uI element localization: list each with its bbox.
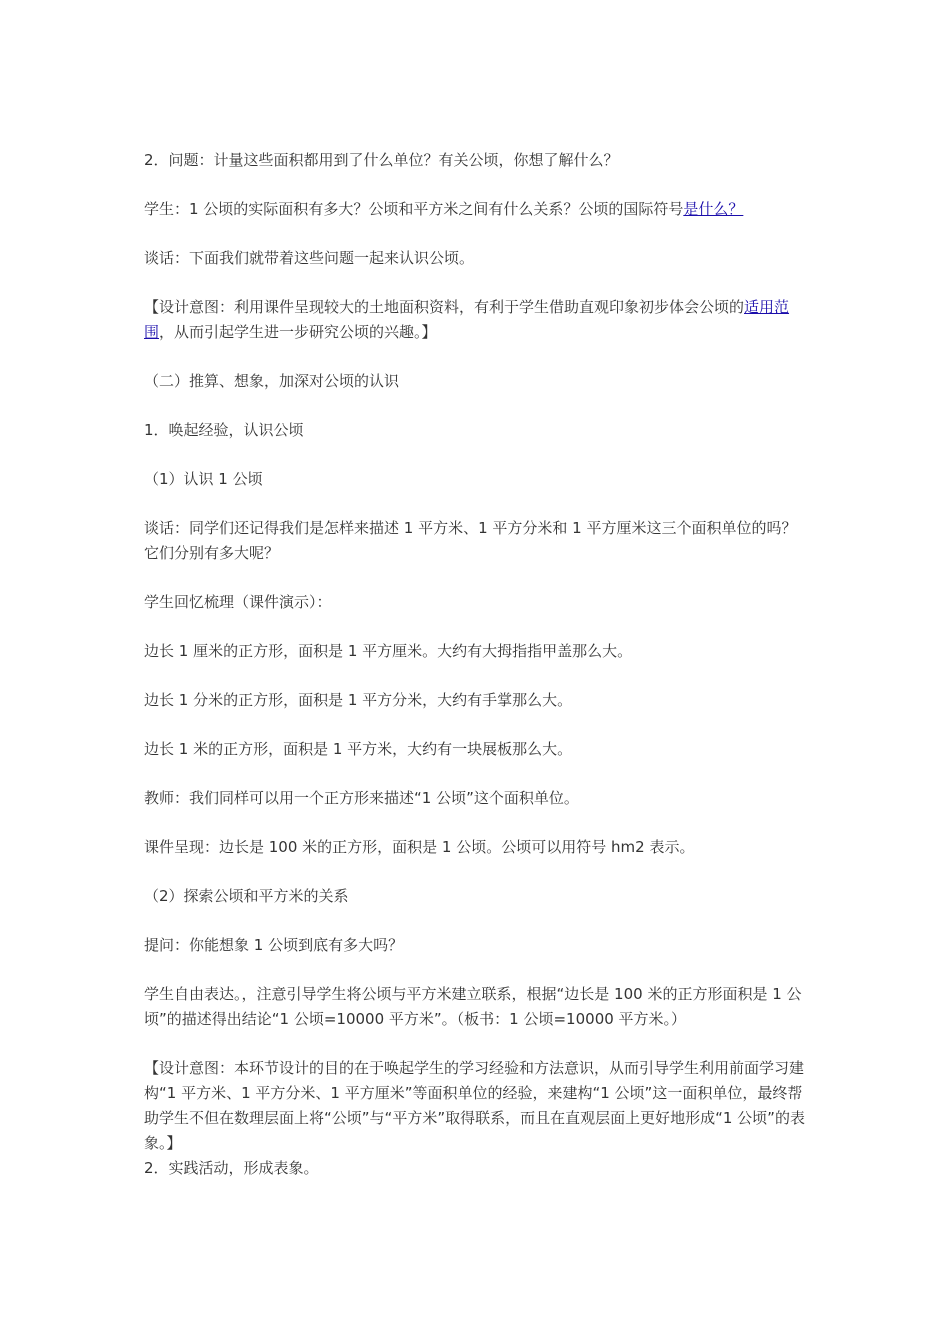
link-shi-yong-fan-wei[interactable]: 适用范围 <box>144 298 790 341</box>
design-intent-2: 【设计意图：本环节设计的目的在于唤起学生的学习经验和方法意识，从而引导学生利用前面学习建构“1 平方米、1 平方分米、1 平方厘米”等面积单位的经验，来建构“1 公顷”这一面积单位，最终帮助学生不但在数理层面上将“公顷”与“平方米”取得联系，而且在直观层面上更好地形成“1 公顷”的表象。】 <box>144 1059 805 1152</box>
square-decimeter-line: 边长 1 分米的正方形，面积是 1 平方分米，大约有手掌那么大。 <box>144 691 573 709</box>
student-expression: 学生自由表达。，注意引导学生将公顷与平方米建立联系，根据“边长是 100 米的正方形面积是 1 公顷”的描述得出结论“1 公顷=10000 平方米”。（板书：1 公顷=10000 平方米。） <box>144 985 802 1028</box>
document-body <box>144 148 808 1205</box>
student-recall: 学生回忆梳理（课件演示）： <box>144 593 332 611</box>
sub-heading-1: （1）认识 1 公顷 <box>144 470 263 488</box>
section-heading-2: （二）推算、想象，加深对公顷的认识 <box>144 372 400 390</box>
student-questions-text: 学生：1 公顷的实际面积有多大？公顷和平方米之间有什么关系？公顷的国际符号 <box>144 200 684 218</box>
ask-line: 提问：你能想象 1 公顷到底有多大吗？ <box>144 936 404 954</box>
square-meter-line: 边长 1 米的正方形，面积是 1 平方米，大约有一块展板那么大。 <box>144 740 573 758</box>
step-1-heading: 1．唤起经验，认识公顷 <box>144 421 304 439</box>
design-intent-1-text: 【设计意图：利用课件呈现较大的土地面积资料，有利于学生借助直观印象初步体会公顷的 <box>144 298 745 316</box>
design-intent-1-rest: ，从而引起学生进一步研究公顷的兴趣。】 <box>159 323 437 341</box>
talk-recall-units: 谈话：同学们还记得我们是怎样来描述 1 平方米、1 平方分米和 1 平方厘米这三个面积单位的吗？它们分别有多大呢？ <box>144 519 797 562</box>
student-questions <box>144 197 808 222</box>
sub-heading-2: （2）探索公顷和平方米的关系 <box>144 887 349 905</box>
design-intent-1 <box>144 295 808 345</box>
teacher-line: 教师：我们同样可以用一个正方形来描述“1 公顷”这个面积单位。 <box>144 789 579 807</box>
step-2-heading: 2．实践活动，形成表象。 <box>144 1159 319 1177</box>
square-centimeter-line: 边长 1 厘米的正方形，面积是 1 平方厘米。大约有大拇指指甲盖那么大。 <box>144 642 633 660</box>
talk-intro: 谈话：下面我们就带着这些问题一起来认识公顷。 <box>144 249 475 267</box>
link-shi-shen-me[interactable]: 是什么？ <box>683 200 744 218</box>
courseware-line: 课件呈现：边长是 100 米的正方形，面积是 1 公顷。公顷可以用符号 hm2 表示。 <box>144 838 695 856</box>
question-2: 2．问题：计量这些面积都用到了什么单位？有关公顷，你想了解什么？ <box>144 151 619 169</box>
